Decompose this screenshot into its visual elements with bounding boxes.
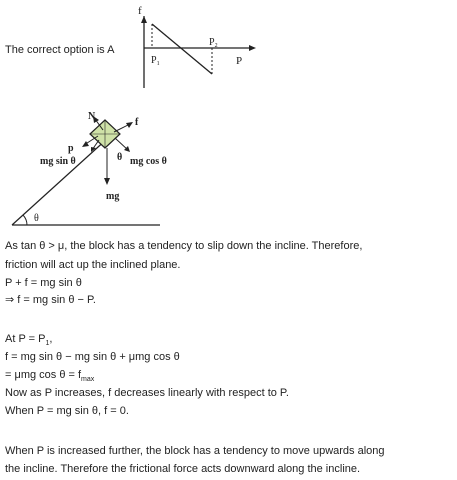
f-axis-arrow [141, 16, 147, 23]
solution-line-8: Now as P increases, f decreases linearly with respect to P. [5, 387, 289, 399]
p2-label: $P_2$ [209, 37, 218, 49]
mg-arrowhead [104, 178, 110, 185]
mgcos-label: mg cos θ [130, 156, 167, 167]
incline-diagram [0, 105, 180, 230]
graph-line [152, 24, 212, 74]
p-force-label: p [68, 143, 74, 154]
answer-line: The correct option is A [5, 44, 115, 56]
solution-line-4: ⇒ f = mg sin θ − P. [5, 294, 96, 306]
solution-line-1: As tan θ > μ, the block has a tendency to slip down the incline. Therefore, [5, 240, 363, 252]
solution-line-3: P + f = mg sin θ [5, 277, 82, 289]
theta-block-label: θ [117, 152, 123, 163]
solution-line-2: friction will act up the inclined plane. [5, 259, 181, 271]
mg-label: mg [106, 191, 120, 202]
f-force-label: f [135, 117, 139, 128]
answer-text [5, 44, 114, 57]
solution-line-6: f = mg sin θ − mg sin θ + μmg cos θ [5, 351, 180, 363]
theta-base-label: θ [34, 213, 39, 224]
solution-line-7: = μmg $\cos \theta = f_{max}$ [5, 369, 95, 384]
solution-line-10: When P is increased further, the block has a tendency to move upwards along [5, 445, 385, 457]
p1-label: $P_1$ [151, 55, 160, 67]
solution-line-5: At $P = P_1$, [5, 333, 53, 348]
n-label: N [88, 111, 96, 122]
solution-line-9: When P = mg sin θ, f = 0. [5, 405, 129, 417]
angle-arc [23, 215, 27, 225]
f-label: f [138, 5, 142, 17]
incline-line [12, 138, 108, 225]
p-axis-arrow [249, 45, 256, 51]
p-label: P [236, 55, 243, 67]
solution-line-11: the incline. Therefore the frictional force acts downward along the incline. [5, 463, 361, 475]
mgsin-label: mg sin θ [40, 156, 76, 167]
friction-graph [130, 0, 270, 95]
